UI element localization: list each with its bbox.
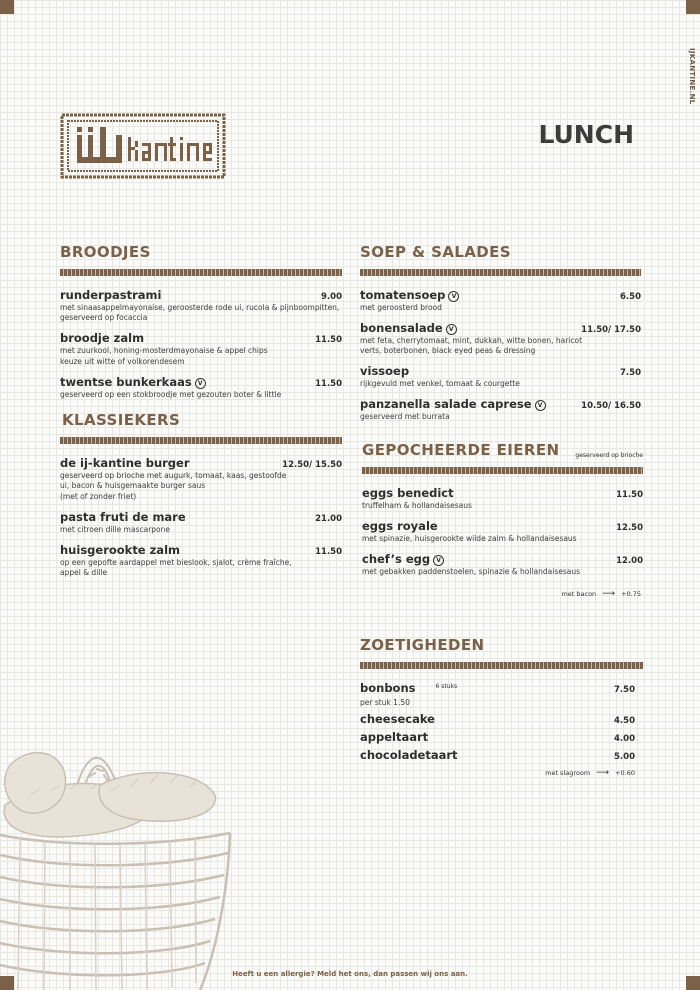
vegetarian-icon: V	[433, 555, 444, 566]
item-description: geserveerd op een stokbroodje met gezouten boter & little	[60, 390, 282, 399]
extra-price: +0.60	[615, 769, 635, 777]
item-name: runderpastrami	[60, 288, 162, 302]
item-description: keuze uit witte of volkorendesem	[60, 357, 185, 366]
item-price: 9.00	[321, 292, 342, 302]
menu-item	[360, 681, 643, 708]
item-price: 4.50	[614, 716, 635, 726]
item-description: met zuurkool, honing-mosterdmayonaise & appel chips	[60, 346, 268, 355]
menu-item	[360, 288, 641, 313]
menu-item	[360, 321, 641, 356]
item-price: 12.00	[616, 556, 643, 566]
item-name: de ij-kantine burger	[60, 456, 190, 470]
corner-decoration	[0, 0, 14, 14]
section-klassiekers	[60, 411, 342, 586]
section-divider	[360, 269, 641, 276]
corner-decoration	[686, 0, 700, 14]
item-name: appeltaart	[360, 730, 429, 744]
section-soep-salades	[360, 243, 641, 430]
bread-basket-illustration	[0, 725, 245, 990]
section-title: SOEP & SALADES	[360, 243, 512, 261]
item-description: met feta, cherrytomaat, mint, dukkah, witte bonen, haricot verts, boterbonen, black eyed peas & dressing	[360, 336, 583, 355]
menu-item	[60, 510, 342, 535]
item-name: bonbons $^{6 stuks}$	[360, 681, 458, 695]
section-broodjes	[60, 243, 342, 408]
item-description: met citroen dille mascarpone	[60, 525, 170, 534]
extra-option	[362, 589, 643, 599]
section-title: KLASSIEKERS	[62, 411, 181, 429]
menu-item	[362, 486, 643, 511]
section-divider	[362, 467, 643, 474]
corner-decoration	[686, 976, 700, 990]
item-price: 11.50	[315, 547, 342, 557]
item-name: eggs benedict	[362, 486, 454, 500]
item-description: per stuk 1.50	[360, 698, 410, 707]
arrow-icon: ⟶	[602, 589, 616, 599]
item-name: cheesecake	[360, 712, 435, 726]
item-name: bonensalade V	[360, 321, 457, 335]
vegetarian-icon: V	[195, 378, 206, 389]
extra-label: met bacon	[561, 590, 597, 598]
section-divider	[60, 269, 342, 276]
extra-label: met slagroom	[545, 769, 591, 777]
item-description: (met of zonder friet)	[60, 492, 137, 501]
menu-item	[60, 288, 342, 323]
item-price: 6.50	[620, 292, 641, 302]
item-name: pasta fruti de mare	[60, 510, 186, 524]
item-description: met gebakken paddenstoelen, spinazie & hollandaisesaus	[362, 567, 581, 576]
arrow-icon: ⟶	[596, 768, 610, 778]
site-url: IJKANTINE.NL	[688, 48, 696, 105]
item-price: 11.50	[315, 335, 342, 345]
item-price: 12.50/ 15.50	[282, 460, 342, 470]
item-price: 7.50	[620, 368, 641, 378]
item-description: met spinazie, huisgerookte wilde zalm & hollandaisesaus	[362, 534, 577, 543]
section-title: ZOETIGHEDEN	[360, 636, 485, 654]
page-title: LUNCH	[538, 120, 634, 149]
menu-item	[360, 712, 643, 726]
item-name: tomatensoep V	[360, 288, 459, 302]
item-price: 12.50	[616, 523, 643, 533]
section-title: BROODJES	[60, 243, 151, 261]
item-name: huisgerookte zalm	[60, 543, 180, 557]
allergy-note: Heeft u een allergie? Meld het ons, dan passen wij ons aan.	[232, 970, 468, 978]
section-zoetigheden	[360, 636, 643, 778]
extra-price: +0.75	[621, 590, 641, 598]
item-price: 5.00	[614, 752, 635, 762]
item-name: chocoladetaart	[360, 748, 458, 762]
item-name: twentse bunkerkaas V	[60, 375, 206, 389]
item-price: 21.00	[315, 514, 342, 524]
item-price: 11.50	[315, 379, 342, 389]
menu-item	[60, 456, 342, 502]
item-name: vissoep	[360, 364, 410, 378]
vegetarian-icon: V	[535, 400, 546, 411]
item-description: met geroosterd brood	[360, 303, 442, 312]
item-price: 10.50/ 16.50	[581, 401, 641, 411]
item-name: broodje zalm	[60, 331, 145, 345]
menu-item	[60, 375, 342, 400]
item-price: 7.50	[614, 685, 635, 695]
section-divider	[60, 437, 342, 444]
menu-item	[360, 397, 641, 422]
extra-option	[360, 768, 643, 778]
menu-item	[360, 730, 643, 744]
item-description: geserveerd op brioche met augurk, tomaat, kaas, gestoofde ui, bacon & huisgemaakte burger saus	[60, 471, 287, 490]
ij-kantine-logo	[60, 113, 226, 179]
section-title: GEPOCHEERDE EIEREN	[362, 441, 560, 459]
item-name: chef’s egg V	[362, 552, 444, 566]
vegetarian-icon: V	[446, 324, 457, 335]
section-gepocheerde-eieren	[362, 441, 643, 599]
item-name: panzanella salade caprese V	[360, 397, 546, 411]
item-price: 11.50	[616, 490, 643, 500]
menu-item	[360, 364, 641, 389]
menu-item	[362, 519, 643, 544]
item-description: geserveerd met burrata	[360, 412, 450, 421]
item-description: met sinaasappelmayonaise, geroosterde rode ui, rucola & pijnboompitten, geserveerd op focaccia	[60, 303, 340, 322]
item-description: op een gepofte aardappel met bieslook, sjalot, crème fraîche, appel & dille	[60, 558, 292, 577]
vegetarian-icon: V	[448, 291, 459, 302]
menu-item	[60, 543, 342, 578]
menu-item	[362, 552, 643, 577]
item-name: eggs royale	[362, 519, 438, 533]
item-description: rijkgevuld met venkel, tomaat & courgette	[360, 379, 520, 388]
item-price: 4.00	[614, 734, 635, 744]
item-note: 6 stuks	[435, 683, 458, 690]
item-description: truffelham & hollandaisesaus	[362, 501, 472, 510]
menu-item	[360, 748, 643, 762]
menu-item	[60, 331, 342, 367]
section-note: geserveerd op brioche	[575, 452, 643, 459]
section-divider	[360, 662, 643, 669]
item-price: 11.50/ 17.50	[581, 325, 641, 335]
